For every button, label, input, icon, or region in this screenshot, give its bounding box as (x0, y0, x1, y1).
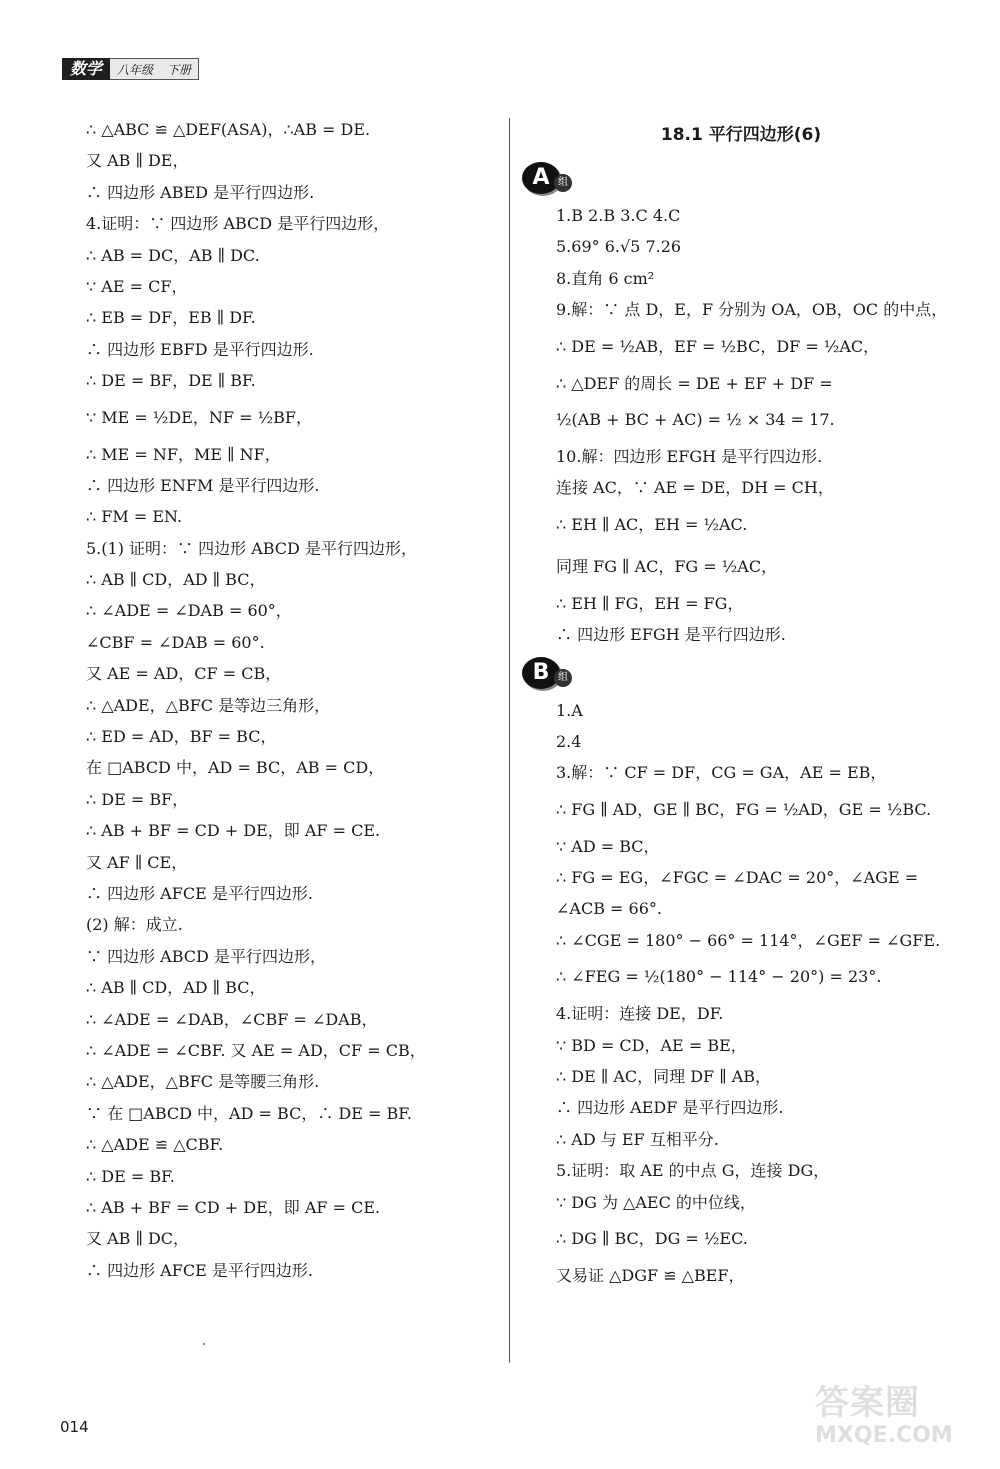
group-b-answers (556, 695, 966, 1292)
text-line: 3.解：∵ CF = DF，CG = GA，AE = EB， (556, 763, 887, 783)
text-line: ∴ DE ∥ AC，同理 DF ∥ AB， (556, 1067, 772, 1087)
text-line: ∴ DE = BF. (86, 1166, 175, 1186)
text-line: ∴ AB + BF = CD + DE，即 AF = CE. (86, 821, 381, 841)
text-line: 4.证明：∵ 四边形 ABCD 是平行四边形， (86, 214, 390, 234)
text-line: ∴ ∠FEG = ½(180° − 114° − 20°) = 23°. (556, 967, 882, 987)
group-a-answers (556, 200, 966, 651)
group-a-letter: A (522, 162, 560, 194)
page-number: 014 (60, 1418, 89, 1436)
section-title: 18.1 平行四边形(6) (660, 125, 822, 145)
text-line: 连接 AC，∵ AE = DE，DH = CH， (556, 478, 834, 498)
text-line: ∴ 四边形 AEDF 是平行四边形. (556, 1098, 784, 1118)
text-line: ∴ AB ∥ CD，AD ∥ BC， (86, 978, 266, 998)
text-line: ∴ EH ∥ FG，EH = FG， (556, 593, 744, 613)
text-line: ∴ 四边形 ABED 是平行四边形. (86, 182, 315, 202)
text-line: 又 AF ∥ CE， (86, 852, 188, 872)
page-header (62, 58, 199, 80)
text-line: 10.解：四边形 EFGH 是平行四边形. (556, 446, 823, 466)
text-line: ∴ 四边形 AFCE 是平行四边形. (86, 1260, 313, 1280)
text-line: ∴ DE = BF，DE ∥ BF. (86, 371, 256, 391)
group-b-badge (522, 651, 966, 695)
text-line: 1.A (556, 700, 583, 720)
text-line: ∴ △ADE ≌ △CBF. (86, 1135, 224, 1155)
text-line: ∴ ∠ADE = ∠CBF. 又 AE = AD，CF = CB， (86, 1040, 426, 1060)
text-line: ∴ △ABC ≌ △DEF(ASA)，∴AB = DE. (86, 120, 371, 139)
text-line: ∴ EH ∥ AC，EH = ½AC. (556, 514, 748, 534)
text-line: 又易证 △DGF ≌ △BEF， (556, 1265, 745, 1285)
text-line: ∴ 四边形 EBFD 是平行四边形. (86, 339, 314, 359)
text-line: ∴ 四边形 ENFM 是平行四边形. (86, 475, 320, 495)
text-line: ∴ △ADE，△BFC 是等边三角形， (86, 695, 331, 715)
text-line: ∴ 四边形 AFCE 是平行四边形. (86, 883, 313, 903)
watermark-logo (815, 1383, 985, 1458)
text-line: 2.4 (556, 731, 582, 751)
text-line: 同理 FG ∥ AC，FG = ½AC， (556, 556, 778, 576)
header-grade: 八年级 (110, 58, 160, 80)
text-line: 1.B 2.B 3.C 4.C (556, 206, 681, 225)
text-line: 又 AE = AD，CF = CB， (86, 664, 282, 684)
text-line: (2) 解：成立. (86, 915, 183, 935)
text-line: ∴ 四边形 EFGH 是平行四边形. (556, 625, 786, 645)
text-line: ∵ 在 □ABCD 中，AD = BC，∴ DE = BF. (86, 1103, 412, 1123)
text-line: ∴ DE = ½AB，EF = ½BC，DF = ½AC， (556, 336, 880, 356)
text-line: ∴ DG ∥ BC，DG = ½EC. (556, 1228, 748, 1248)
text-line: ∴ ME = NF，ME ∥ NF， (86, 444, 281, 464)
text-line: ∵ DG 为 △AEC 的中位线， (556, 1192, 756, 1212)
text-line: ∴ ED = AD，BF = BC， (86, 727, 277, 747)
text-line: ∴ ∠ADE = ∠DAB，∠CBF = ∠DAB， (86, 1009, 378, 1029)
stray-mark (203, 1343, 205, 1345)
text-line: ∠ACB = 66°. (556, 899, 662, 919)
text-line: ½(AB + BC + AC) = ½ × 34 = 17. (556, 409, 835, 429)
text-line: ∴ △ADE，△BFC 是等腰三角形. (86, 1072, 320, 1092)
group-a-sub: 组 (554, 174, 572, 192)
text-line: ∴ FM = EN. (86, 507, 183, 527)
text-line: ∴ EB = DF，EB ∥ DF. (86, 308, 256, 328)
text-line: ∴ AD 与 EF 互相平分. (556, 1129, 719, 1149)
watermark-cn: 答案圈 (815, 1383, 920, 1423)
text-line: 5.69° 6.√5 7.26 (556, 237, 682, 257)
text-line: 5.证明：取 AE 的中点 G，连接 DG， (556, 1161, 830, 1181)
text-line: 4.证明：连接 DE，DF. (556, 1004, 724, 1024)
group-b-letter: B (522, 657, 560, 689)
text-line: ∴ AB ∥ CD，AD ∥ BC， (86, 570, 266, 590)
left-column (86, 114, 491, 1286)
text-line: ∴ FG = EG，∠FGC = ∠DAC = 20°，∠AGE = (556, 868, 919, 888)
text-line: ∵ BD = CD，AE = BE， (556, 1035, 747, 1055)
text-line: ∴ AB = DC，AB ∥ DC. (86, 245, 260, 265)
text-line: ∵ ME = ½DE，NF = ½BF， (86, 407, 312, 427)
text-line: ∴ FG ∥ AD，GE ∥ BC，FG = ½AD，GE = ½BC. (556, 799, 932, 819)
group-a-badge (522, 156, 966, 200)
text-line: ∵ AD = BC， (556, 836, 660, 856)
text-line: ∴ DE = BF， (86, 789, 189, 809)
text-line: ∴ ∠CGE = 180° − 66° = 114°，∠GEF = ∠GFE. (556, 930, 941, 950)
text-line: ∴ AB + BF = CD + DE，即 AF = CE. (86, 1197, 381, 1217)
right-column (532, 114, 966, 1291)
text-line: ∴ △DEF 的周长 = DE + EF + DF = (556, 373, 833, 393)
text-line: 在 □ABCD 中，AD = BC，AB = CD， (86, 758, 385, 778)
column-divider (509, 118, 510, 1363)
group-b-sub: 组 (554, 669, 572, 687)
header-term: 下册 (160, 58, 199, 80)
watermark-url: MXQE.COM (815, 1423, 953, 1448)
text-line: 9.解：∵ 点 D，E，F 分别为 OA，OB，OC 的中点， (556, 300, 948, 320)
text-line: ∵ 四边形 ABCD 是平行四边形， (86, 946, 326, 966)
text-line: 5.(1) 证明：∵ 四边形 ABCD 是平行四边形， (86, 538, 417, 558)
text-line: ∴ ∠ADE = ∠DAB = 60°， (86, 601, 292, 621)
text-line: ∵ AE = CF， (86, 276, 188, 296)
text-line: 又 AB ∥ DE， (86, 151, 189, 171)
text-line: 又 AB ∥ DC， (86, 1229, 190, 1249)
text-line: 8.直角 6 cm² (556, 268, 655, 288)
header-subject: 数学 (62, 58, 110, 80)
text-line: ∠CBF = ∠DAB = 60°. (86, 632, 265, 652)
